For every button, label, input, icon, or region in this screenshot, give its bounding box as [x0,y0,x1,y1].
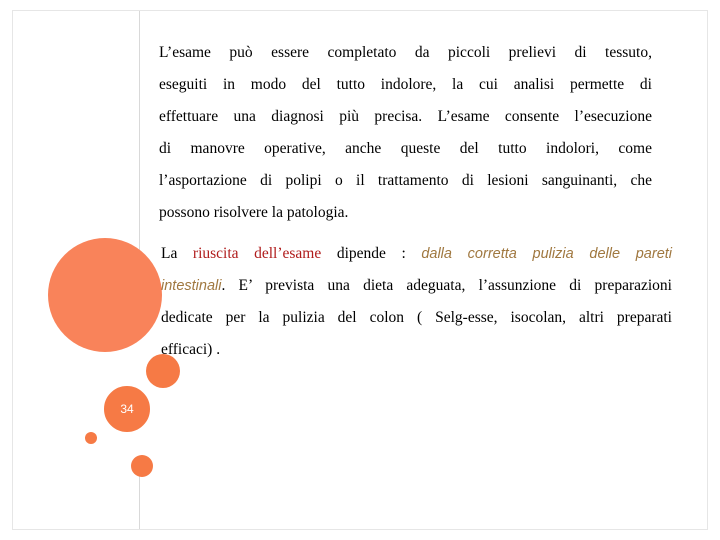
text-middle: dipende : [321,245,422,262]
frame-border-top [12,10,708,11]
text-prefix: La [161,245,193,262]
text-line: possono risolvere la patologia. [159,204,349,221]
highlight-text: riuscita dell’esame [192,245,322,262]
decorative-vertical-line-bottom [139,470,140,529]
decorative-circle-tiny [85,432,97,444]
decorative-circle-large [48,238,162,352]
italic-text: dalla corretta pulizia delle pareti [421,246,673,262]
page-number: 34 [120,402,134,416]
text-line: dedicate per la pulizia del colon ( Selg-esse, isocolan, altri preparati [161,309,672,326]
text-line [161,270,672,302]
text-line: l’asportazione di polipi o il trattamento di lesioni sanguinanti, che [159,172,652,189]
frame-border-left [12,10,13,530]
text-line [161,238,672,270]
decorative-circle-bottom [131,455,153,477]
text-line: di manovre operative, anche queste del tutto indolori, come [159,140,652,157]
italic-text: intestinali [161,278,222,294]
paragraph-preparation [161,238,672,366]
text-line: effettuare una diagnosi più precisa. L’esame consente l’esecuzione [159,108,652,125]
text-line: eseguiti in modo del tutto indolore, la cui analisi permette di [159,76,652,93]
text-line: L’esame può essere completato da piccoli prelievi di tessuto, [159,44,652,61]
decorative-vertical-line-top [139,11,140,271]
text-rest: . E’ prevista una dieta adeguata, l’assunzione di preparazioni [221,277,672,294]
text-line: efficaci) . [161,341,221,358]
frame-border-bottom [12,529,708,530]
frame-border-right [707,10,708,530]
paragraph-procedure [159,37,652,229]
